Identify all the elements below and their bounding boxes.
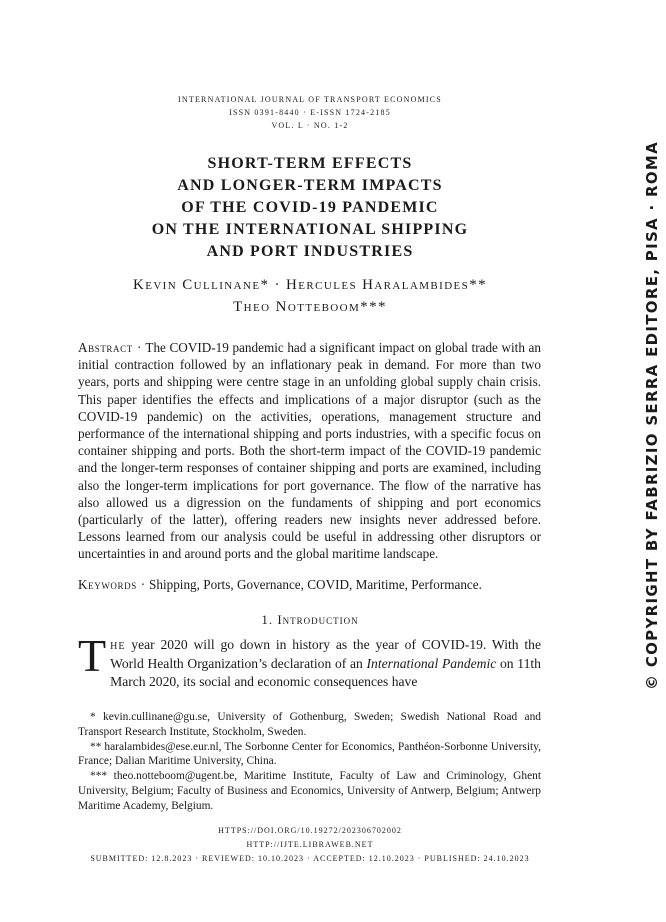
- journal-url[interactable]: HTTP://IJTE.LIBRAWEB.NET: [246, 840, 374, 849]
- intro-smallcaps: he: [110, 637, 126, 652]
- title-line: ON THE INTERNATIONAL SHIPPING: [151, 221, 469, 238]
- authors-line-2: Theo Notteboom***: [233, 299, 387, 315]
- title-line: OF THE COVID-19 PANDEMIC: [181, 199, 439, 216]
- publication-dates: SUBMITTED: 12.8.2023 · REVIEWED: 10.10.2023 · ACCEPTED: 12.10.2023 · PUBLISHED: 24.10.2023: [90, 854, 530, 863]
- abstract-label: Abstract ·: [78, 340, 143, 355]
- journal-name: INTERNATIONAL JOURNAL OF TRANSPORT ECONOMICS: [178, 95, 442, 104]
- journal-volume: VOL. L · NO. 1-2: [271, 121, 349, 130]
- copyright-notice: © COPYRIGHT BY FABRIZIO SERRA EDITORE, PISA · ROMA: [643, 140, 661, 690]
- journal-header: [0, 93, 620, 132]
- footnote: *** theo.notteboom@ugent.be, Maritime Institute, Faculty of Law and Criminology, Ghent University, Belgium; Faculty of Business and Economics, University of Antwerp, Belgium; Antwerp Maritime Academy, Belgium.: [78, 770, 541, 812]
- doi-link[interactable]: HTTPS://DOI.ORG/10.19272/202306702002: [218, 826, 402, 835]
- title-line: SHORT-TERM EFFECTS: [207, 155, 413, 172]
- drop-cap: T: [78, 630, 107, 681]
- author-list: [0, 274, 620, 318]
- title-line: AND PORT INDUSTRIES: [206, 243, 414, 260]
- section-heading: 1. Introduction: [261, 612, 359, 627]
- footnote: * kevin.cullinane@gu.se, University of Gothenburg, Sweden; Swedish National Road and Transport Research Institute, Stockholm, Sweden.: [78, 711, 541, 738]
- authors-line-1: Kevin Cullinane* · Hercules Haralambides**: [132, 277, 487, 293]
- paper-title: [0, 153, 620, 263]
- keywords-text: Shipping, Ports, Governance, COVID, Maritime, Performance.: [149, 577, 482, 592]
- keywords-label: Keywords ·: [78, 577, 146, 592]
- intro-text-1: year 2020 will go down in history as the year of COVID-19. With the World Health Organization’s declaration of an: [110, 637, 541, 671]
- abstract: [78, 339, 541, 563]
- footnote: ** haralambides@ese.eur.nl, The Sorbonne Center for Economics, Panthéon-Sorbonne University, France; Dalian Maritime University, China.: [78, 740, 541, 768]
- journal-issn: ISSN 0391-8440 · E-ISSN 1724-2185: [229, 108, 391, 117]
- keywords: [78, 576, 541, 593]
- intro-italic: International Pandemic: [366, 655, 497, 671]
- intro-paragraph: [78, 630, 541, 692]
- publication-meta: [0, 824, 620, 866]
- abstract-text: The COVID-19 pandemic had a significant impact on global trade with an initial contraction followed by an inflationary peak in demand. For more than two years, ports and shipping were centre stage in an unfolding global supply chain crisis. This paper identifies the effects and implications of a major disruptor (such as the COVID-19 pandemic) on the activities, operations, management structure and performance of the international shipping and ports industries, with a specific focus on container shipping and ports. Both the short-term impact of the COVID-19 pandemic and the longer-term responses of container shipping and ports are examined, including also the longer-term implications for port governance. The flow of the narrative has also allowed us a digression on the fundaments of shipping and port economics (particularly of the latter), offering readers new insights never addressed before. Lessons learned from our analysis could be useful in addressing other disruptors or uncertainties in and around ports and the global maritime landscape.: [78, 340, 541, 562]
- title-line: AND LONGER-TERM IMPACTS: [177, 177, 443, 194]
- copyright-strip: [612, 140, 661, 690]
- intro-text-2: on 11th March 2020, its social and economic consequences have: [110, 655, 541, 690]
- footnotes: [78, 710, 541, 814]
